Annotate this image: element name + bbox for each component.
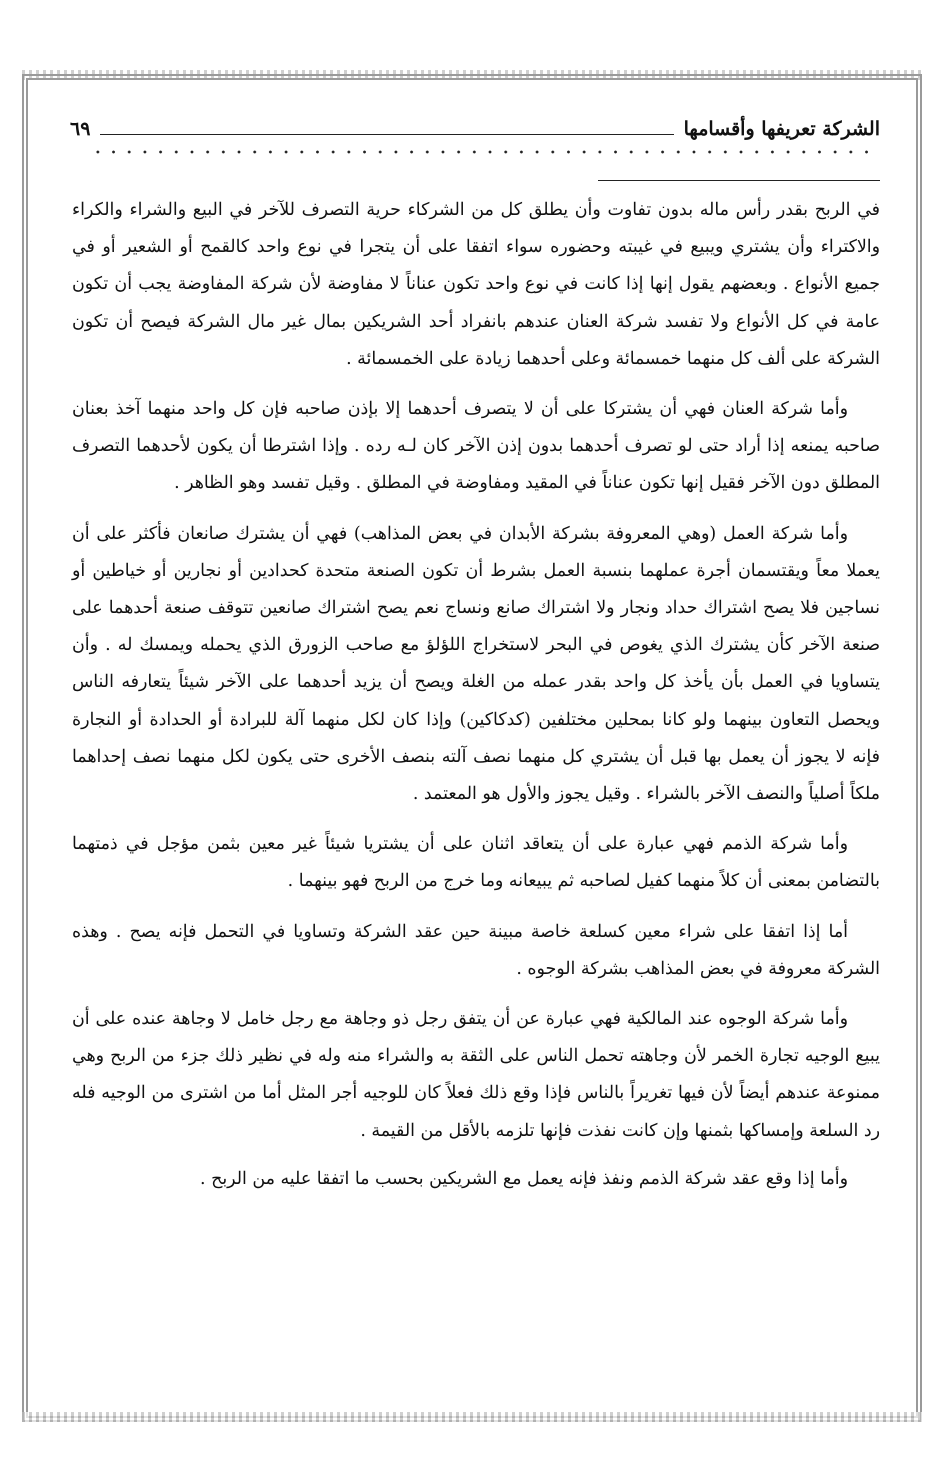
dotted-separator: [90, 148, 878, 156]
paragraph: وأما شركة العمل (وهي المعروفة بشركة الأبدان في بعض المذاهب) فهي أن يشترك صانعان فأكثر على أن يعملا معاً ويقتسمان أجرة عملهما بنسبة العمل بشرط أن تكون الصنعة متحدة كحدادين أو نجارين أو خياطين أو نساجين فلا يصح اشتراك حداد ونجار ولا اشتراك صانع ونساج نعم يصح اشتراك صانعين تتوقف صنعة أحدهما على صنعة الآخر كأن يشترك الذي يغوص في البحر لاستخراج اللؤلؤ مع صاحب الزورق الذي يحمله ويمسك له . وأن يتساويا في العمل بأن يأخذ كل واحد بقدر عمله من الغلة ويصح أن يزيد أحدهما على الآخر شيئاً يتعارفه الناس ويحصل التعاون بينهما ولو كانا بمحلين مختلفين (كدكاكين) وإذا كان لكل منهما آلة للبرادة أو الحدادة أو النجارة فإنه لا يجوز أن يعمل بها قبل أن يشتري كل منهما نصف آلته بنصف الأخرى حتى يكون لكل منهما نصف إحداهما ملكاً أصلياً والنصف الآخر بالشراء . وقيل يجوز والأول هو المعتمد .: [72, 523, 880, 805]
chapter-title: الشركة تعريفها وأقسامها: [683, 118, 880, 140]
header-rule: [100, 134, 673, 135]
page-number: ٦٩: [70, 118, 91, 140]
page-border-bottom: [22, 1412, 922, 1422]
running-header: [70, 112, 880, 146]
paragraph: أما إذا اتفقا على شراء معين كسلعة خاصة مبينة حين عقد الشركة وتساويا في التحمل فإنه يصح . وهذه الشركة معروفة في بعض المذاهب بشركة الوجوه .: [72, 921, 880, 979]
paragraph: وأما شركة الذمم فهي عبارة على أن يتعاقد اثنان على أن يشتريا شيئاً غير معين بثمن مؤجل في ذمتهما بالتضامن بمعنى أن كلاً منهما كفيل لصاحبه ثم يبيعانه وما خرج من الربح فهو بينهما .: [72, 834, 880, 892]
paragraph: وأما شركة العنان فهي أن يشتركا على أن لا يتصرف أحدهما إلا بإذن صاحبه فإن كل واحد منهما آخذ بعنان صاحبه يمنعه إذا أراد حتى لو تصرف أحدهما بدون إذن الآخر كان لـه رده . وإذا اشترطا أن يكون لأحدهما التصرف المطلق دون الآخر فقيل إنها تكون عناناً في المقيد ومفاوضة في المطلق . وقيل تفسد وهو الظاهر .: [72, 399, 880, 494]
paragraph: في الربح بقدر رأس ماله بدون تفاوت وأن يطلق كل من الشركاء حرية التصرف للآخر في البيع والشراء والكراء والاكتراء وأن يشتري ويبيع في غيبته وحضوره سواء اتفقا على أن يتجرا في نوع واحد كالقمح أو الشعير أو في جميع الأنواع . وبعضهم يقول إنها إذا كانت في نوع واحد تكون عناناً لا مفاوضة لأن شركة المفاوضة يجب أن تكون عامة في كل الأنواع ولا تفسد شركة العنان عندهم بانفراد أحد الشريكين بمال غير مال الشركة فيصح أن تكون الشركة على ألف كل منهما خمسمائة وعلى أحدهما زيادة على الخمسمائة .: [72, 200, 880, 369]
paragraph: وأما إذا وقع عقد شركة الذمم ونفذ فإنه يعمل مع الشريكين بحسب ما اتفقا عليه من الربح .: [200, 1168, 848, 1189]
body-text: [72, 192, 880, 1211]
paragraph: وأما شركة الوجوه عند المالكية فهي عبارة عن أن يتفق رجل ذو وجاهة مع رجل خامل لا وجاهة عنده على أن يبيع الوجيه تجارة الخمر لأن وجاهته تحمل الناس على الثقة به والشراء منه وله في نظير ذلك جزء من الربح وهي ممنوعة عندهم أيضاً لأن فيها تغريراً بالناس فإذا وقع ذلك فعلاً كان للوجيه أجر المثل أما من اشترى من الوجيه فله رد السلعة وإمساكها بثمنها وإن كانت نفذت فإنها تلزمه بالأقل من القيمة .: [72, 1009, 880, 1141]
section-rule: [598, 180, 880, 181]
